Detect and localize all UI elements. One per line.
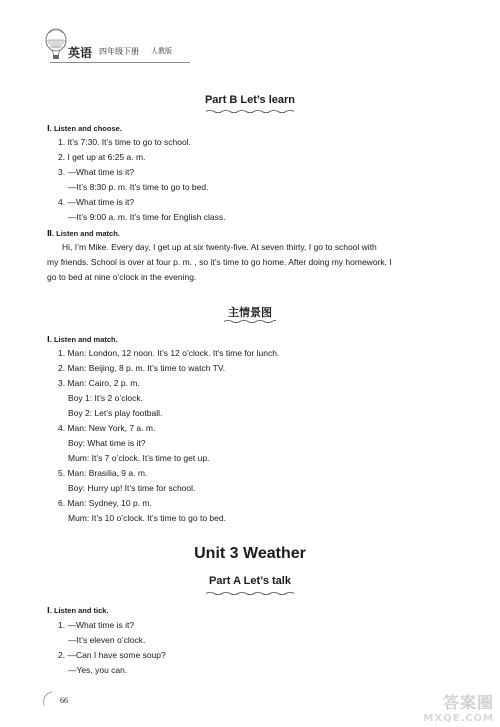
scene-title: 主情景图	[228, 307, 272, 319]
text-line: —It’s 8:30 p. m. It’s time to go to bed.	[68, 182, 209, 192]
scene-ex1-heading: Ⅰ. Listen and match.	[47, 335, 118, 344]
text-line: Boy 1: It’s 2 o’clock.	[68, 393, 143, 403]
title-underline-wave	[224, 319, 276, 324]
watermark-url: MXQE.COM	[423, 713, 494, 724]
title-underline-wave	[206, 591, 294, 596]
subject-label: 英语	[68, 46, 93, 60]
text-line: Mum: It’s 7 o’clock. It’s time to get up.	[68, 453, 210, 463]
edition-label: 人教版	[151, 47, 172, 55]
text-line: 1. It’s 7:30. It’s time to go to school.	[58, 137, 191, 147]
text-line: 2. I get up at 6:25 a. m.	[58, 152, 146, 162]
text-line: Hi, I’m Mike. Every day, I get up at six twenty-five. At seven thirty, I go to school with	[62, 242, 377, 252]
text-line: Boy: Hurry up! It’s time for school.	[68, 483, 196, 493]
part-b-title: Part B Let’s learn	[204, 94, 296, 106]
text-line: go to bed at nine o’clock in the evening.	[47, 272, 197, 282]
text-line: 1. —What time is it?	[58, 620, 135, 630]
text-line: Boy 2: Let’s play football.	[68, 408, 163, 418]
text-line: —Yes, you can.	[68, 665, 128, 675]
text-line: 4. —What time is it?	[58, 197, 135, 207]
text-line: 1. Man: London, 12 noon. It’s 12 o’clock. It’s time for lunch.	[58, 348, 280, 358]
part-a-title: Part A Let’s talk	[209, 575, 291, 587]
title-underline-wave	[206, 109, 294, 114]
unit-title: Unit 3 Weather	[194, 545, 306, 562]
page-number: 66	[60, 696, 68, 705]
text-line: Boy: What time is it?	[68, 438, 146, 448]
text-line: —It’s eleven o’clock.	[68, 635, 146, 645]
text-line: 3. Man: Cairo, 2 p. m.	[58, 378, 140, 388]
part-b-ex1-heading: Ⅰ. Listen and choose.	[47, 124, 122, 133]
text-line: 5. Man: Brasilia, 9 a. m.	[58, 468, 148, 478]
header-divider	[50, 62, 190, 63]
watermark	[408, 690, 494, 722]
text-line: 4. Man: New York, 7 a. m.	[58, 423, 156, 433]
text-line: 3. —What time is it?	[58, 167, 135, 177]
text-line: Mum: It’s 10 o’clock. It’s time to go to bed.	[68, 513, 226, 523]
unit3-ex1-heading: Ⅰ. Listen and tick.	[47, 606, 109, 615]
text-line: —It’s 9:00 a. m. It’s time for English class.	[68, 212, 226, 222]
text-line: 2. —Can I have some soup?	[58, 650, 166, 660]
grade-label: 四年级下册	[99, 47, 139, 56]
part-b-ex2-heading: Ⅱ. Listen and match.	[47, 229, 120, 238]
text-line: 6. Man: Sydney, 10 p. m.	[58, 498, 152, 508]
text-line: my friends. School is over at four p. m. , so it’s time to go home. After doing my homework, I	[47, 257, 392, 267]
watermark-text: 答案圈	[442, 693, 494, 712]
text-line: 2. Man: Beijing, 8 p. m. It’s time to watch TV.	[58, 363, 226, 373]
